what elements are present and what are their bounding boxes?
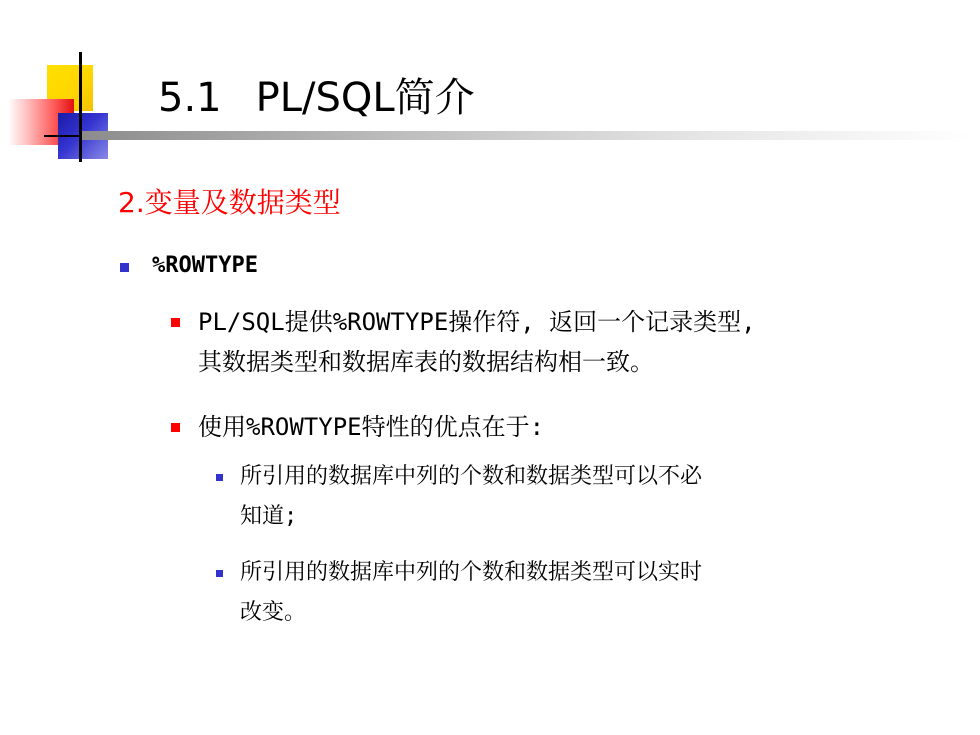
- sub-sub-bullet-1-line-1: 所引用的数据库中列的个数和数据类型可以不必: [240, 464, 703, 489]
- section-heading: 2.变量及数据类型: [118, 186, 341, 219]
- bullet-square-icon: [216, 474, 223, 481]
- sub-sub-bullet-1-line-2: 知道;: [240, 504, 298, 529]
- title-number: 5.1: [158, 75, 222, 121]
- bullet-square-icon: [171, 318, 180, 327]
- sub-bullet-2: 使用%ROWTYPE特性的优点在于:: [198, 413, 545, 441]
- bullet-rowtype: %ROWTYPE: [152, 253, 258, 278]
- decor-vertical-line: [79, 52, 82, 162]
- title-text: PL/SQL简介: [255, 75, 475, 121]
- sub-sub-bullet-2-line-1: 所引用的数据库中列的个数和数据类型可以实时: [240, 560, 703, 585]
- slide-title: [158, 70, 475, 126]
- title-underline: [82, 131, 972, 140]
- sub-bullet-1-line-1: PL/SQL提供%ROWTYPE操作符, 返回一个记录类型,: [198, 308, 756, 336]
- sub-bullet-1-line-2: 其数据类型和数据库表的数据结构相一致。: [198, 348, 654, 376]
- bullet-square-icon: [120, 263, 129, 272]
- bullet-square-icon: [216, 570, 223, 577]
- bullet-square-icon: [171, 423, 180, 432]
- sub-sub-bullet-2-line-2: 改变。: [240, 600, 307, 625]
